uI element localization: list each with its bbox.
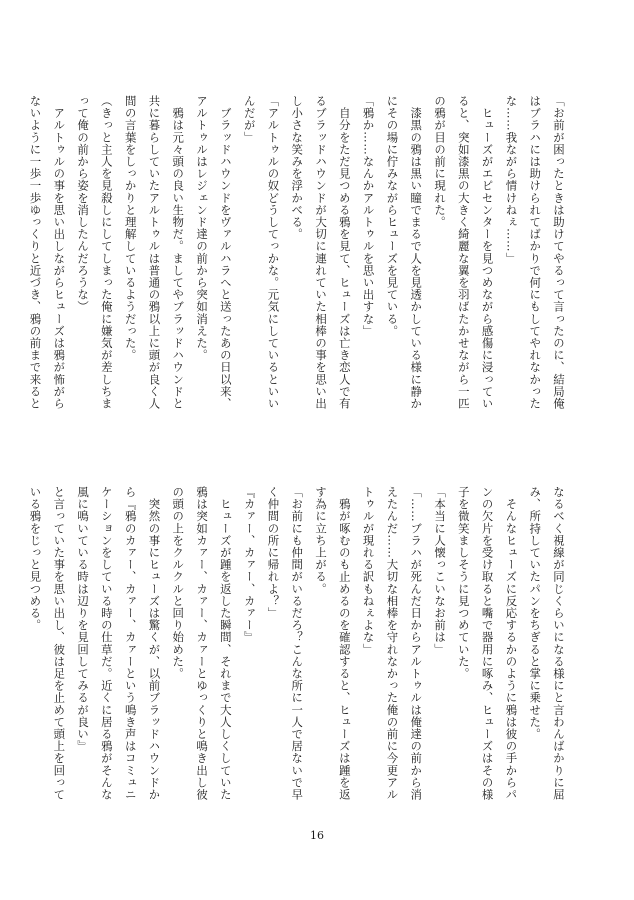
lower-text-block [28,486,570,826]
upper-text-line: アルトゥルの事を思い出しながらヒューズは鴉が怖がら [52,95,67,410]
upper-text-line: な……我ながら情けねぇ……」 [504,95,519,265]
lower-text-line: 鴉が啄むのも止めるのを確認すると、ヒューズは踵を返 [337,486,352,801]
upper-text-line: ないように一歩一歩ゆっくりと近づき、鴉の前まで来ると [28,95,43,410]
lower-text-line: 『カァー、カァー、カァー』 [242,486,257,644]
upper-text-line: し小さな笑みを浮かべる。 [290,95,305,241]
upper-text-line: るブラッドハウンドが大切に連れていた相棒の事を思い出 [314,95,329,410]
lower-text-line: トゥルが現れる訳もねぇよな」 [361,486,376,656]
upper-text-line: 「お前が困ったときは助けてやるって言ったのに、結局俺 [552,95,566,410]
upper-text-line: 「鴉か……なんかアルトゥルを思い出すな」 [361,95,376,337]
lower-text-line: 突然の事にヒューズは驚くが、以前ブラッドハウンドか [147,486,162,801]
upper-text-line: ブラッドハウンドをヴァルハラへと送ったあの日以来、 [218,95,233,410]
lower-text-line: 「……ブラハが死んだ日からアルトゥルは俺達の前から消 [409,486,424,801]
lower-text-line: ケーションをしている時の仕草だ。近くに居る鴉がそんな [99,486,114,801]
lower-text-line: み、所持していたパンをちぎると掌に乗せた。 [528,486,543,741]
lower-text-line: の頭の上をクルクルと回り始めた。 [171,486,186,680]
upper-text-line: 間の言葉をしっかりと理解しているようだった。 [123,95,138,362]
page-number: 16 [310,829,324,842]
upper-text-line: にその場に佇みながらヒューズを見ている。 [385,95,400,337]
lower-text-line: 「本当に人懐っこいなお前は」 [433,486,448,656]
upper-text-line: 鴉は元々頭の良い生物だ。ましてやブラッドハウンドと [171,95,186,410]
lower-text-line: なるべく視線が同じくらいになる様にと言わんばかりに屈 [552,486,566,801]
upper-text-line: ヒューズがエピセンターを見つめながら感傷に浸ってい [480,95,495,410]
lower-text-line: 子を微笑ましそうに見つめていた。 [456,486,471,680]
upper-text-line: はブラハには助けられてばかりで何にもしてやれなかった [528,95,543,410]
upper-text-block [28,95,570,435]
upper-text-line: 漆黒の鴉は黒い瞳でまるで人を見透かしている様に静か [409,95,424,410]
lower-text-line: えたんだ……大切な相棒を守れなかった俺の前に今更アル [385,486,400,801]
lower-text-line: ヒューズが踵を返した瞬間、それまで大人しくしていた [218,486,233,801]
lower-text-line: 鴉は突如カァー、カァー、カァーとゆっくりと鳴き出し彼 [195,486,210,801]
lower-text-line: そんなヒューズに反応するかのように鴉は彼の手からパ [504,486,519,801]
lower-text-line: ら『鴉のカァー、カァー、カァーという鳴き声はコミュニ [123,486,138,801]
lower-text-line: 「お前にも仲間がいるだろ？こんな所に一人で居ないで早 [290,486,305,801]
lower-text-line: く仲間の所に帰れよ？」 [266,486,281,620]
upper-text-line: アルトゥルはレジェンド達の前から突如消えた。 [195,95,210,362]
lower-text-line: 風に鳴いている時は辺りを見回してみるが良い』 [76,486,91,753]
upper-text-line: の鴉が目の前に現れた。 [433,95,448,229]
lower-text-line: と言っていた事を思い出し、彼は足を止めて頭上を回って [52,486,67,801]
upper-text-line: 共に暮らしていたアルトゥルは普通の鴉以上に頭が良く人 [147,95,162,410]
lower-text-line: いる鴉をじっと見つめる。 [28,486,43,632]
lower-text-line: す為に立ち上がる。 [314,486,329,595]
lower-text-line: ンの欠片を受け取ると嘴で器用に啄み、ヒューズはその様 [480,486,495,801]
upper-text-line: って俺の前から姿を消したんだろうな） [76,95,91,313]
upper-text-line: ると、突如漆黒の大きく綺麗な翼を羽ばたかせながら一匹 [456,95,471,410]
upper-text-line: 自分をただ見つめる鴉を見て、ヒューズは亡き恋人で有 [337,95,352,410]
upper-text-line: んだが」 [242,95,257,144]
upper-text-line: （きっと主人を見殺しにしてしまった俺に嫌気が差しちま [99,95,114,410]
upper-text-line: 「アルトゥルの奴どうしてっかな。元気にしているといい [266,95,281,410]
